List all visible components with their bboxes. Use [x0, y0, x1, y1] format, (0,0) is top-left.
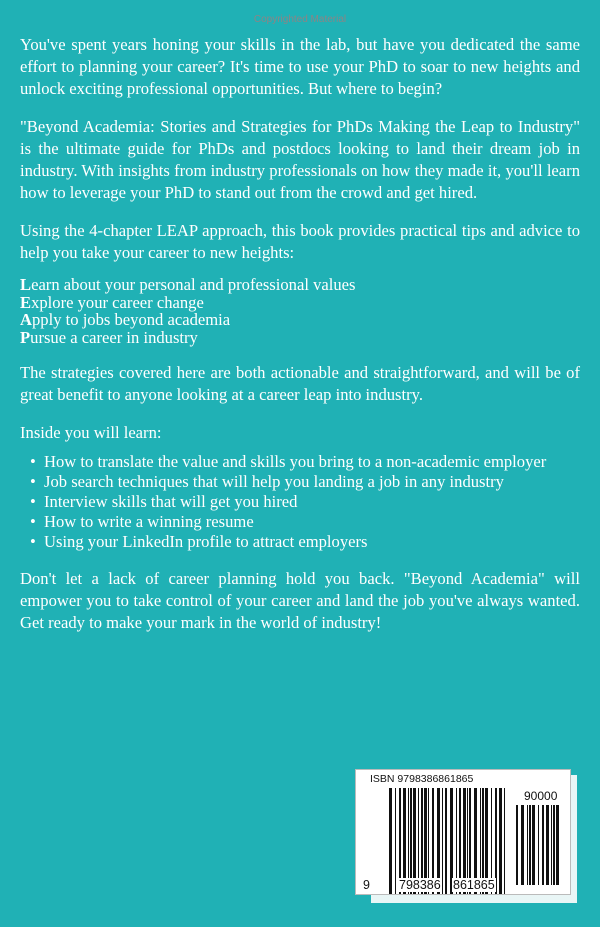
bullet-item: • How to write a winning resume [44, 512, 580, 532]
barcode-label [355, 769, 571, 895]
description-paragraph: "Beyond Academia: Stories and Strategies for PhDs Making the Leap to Industry" is the ultimate guide for PhDs and postdocs looking to land their dream job in industry. With insights from industry professionals on how they made it, you'll learn how to leverage your PhD to stand out from the crowd and get hired. [20, 117, 580, 202]
barcode-bar [538, 805, 539, 885]
barcode-bar [499, 788, 502, 894]
bullet-item: • Interview skills that will get you hired [44, 492, 580, 512]
back-cover-text [20, 34, 580, 650]
barcode-bar [542, 805, 544, 885]
barcode-bar [442, 788, 443, 894]
strategies-paragraph: The strategies covered here are both actionable and straightforward, and will be of great benefit to anyone looking at a career leap into industry. [20, 363, 580, 404]
leap-letter: L [20, 275, 32, 294]
leap-item [20, 276, 580, 294]
leap-text: ursue a career in industry [30, 327, 198, 347]
leap-item [20, 329, 580, 347]
intro-paragraph: You've spent years honing your skills in the lab, but have you dedicated the same effort to planning your career? It's time to use your PhD to soar to new heights and unlock exciting professional opportunities. But where to begin? [20, 35, 580, 98]
leap-letter: P [20, 327, 31, 347]
leap-item [20, 311, 580, 329]
barcode-bar [395, 788, 396, 894]
leap-letter: A [20, 310, 32, 329]
barcode-digits-left: 798386 [399, 878, 441, 892]
barcode-bar [551, 805, 552, 885]
barcode-bar [556, 805, 559, 885]
leap-text: earn about your personal and professional values [31, 275, 356, 294]
leap-intro-paragraph: Using the 4-chapter LEAP approach, this book provides practical tips and advice to help you take your career to new heights: [20, 221, 580, 262]
barcode-bar [553, 805, 555, 885]
bullet-item: • Using your LinkedIn profile to attract employers [44, 532, 580, 552]
leap-text: pply to jobs beyond academia [31, 310, 231, 329]
barcode-bar [527, 805, 528, 885]
barcode-bar [521, 805, 524, 885]
isbn-barcode [355, 769, 571, 899]
barcode-bar [445, 788, 447, 894]
barcode-bar [529, 805, 531, 885]
barcode-bar [546, 805, 549, 885]
isbn-text: ISBN 9798386861865 [370, 773, 474, 785]
barcode-bar [516, 805, 518, 885]
leap-letter: E [20, 292, 32, 312]
leap-text: xplore your career change [31, 292, 204, 312]
leap-list [20, 276, 580, 346]
bullet-list [20, 452, 580, 552]
barcode-bar [504, 788, 505, 894]
barcode-bar [532, 805, 535, 885]
barcode-bar [389, 788, 392, 894]
barcode-digits-right: 861865 [453, 878, 495, 892]
addon-code: 90000 [524, 789, 558, 803]
leap-item [20, 294, 580, 312]
copyright-watermark: Copyrighted Material [253, 14, 347, 25]
inside-heading: Inside you will learn: [20, 423, 162, 442]
bullet-item: • Job search techniques that will help you landing a job in any industry [44, 472, 580, 492]
bullet-item: • How to translate the value and skills you bring to a non-academic employer [44, 452, 580, 472]
barcode-bars-addon [516, 805, 562, 885]
closing-paragraph: Don't let a lack of career planning hold you back. "Beyond Academia" will empower you to take control of your career and land the job you've always wanted. Get ready to make your mark in the world of industry! [20, 569, 580, 632]
barcode-digit-first: 9 [363, 878, 370, 892]
